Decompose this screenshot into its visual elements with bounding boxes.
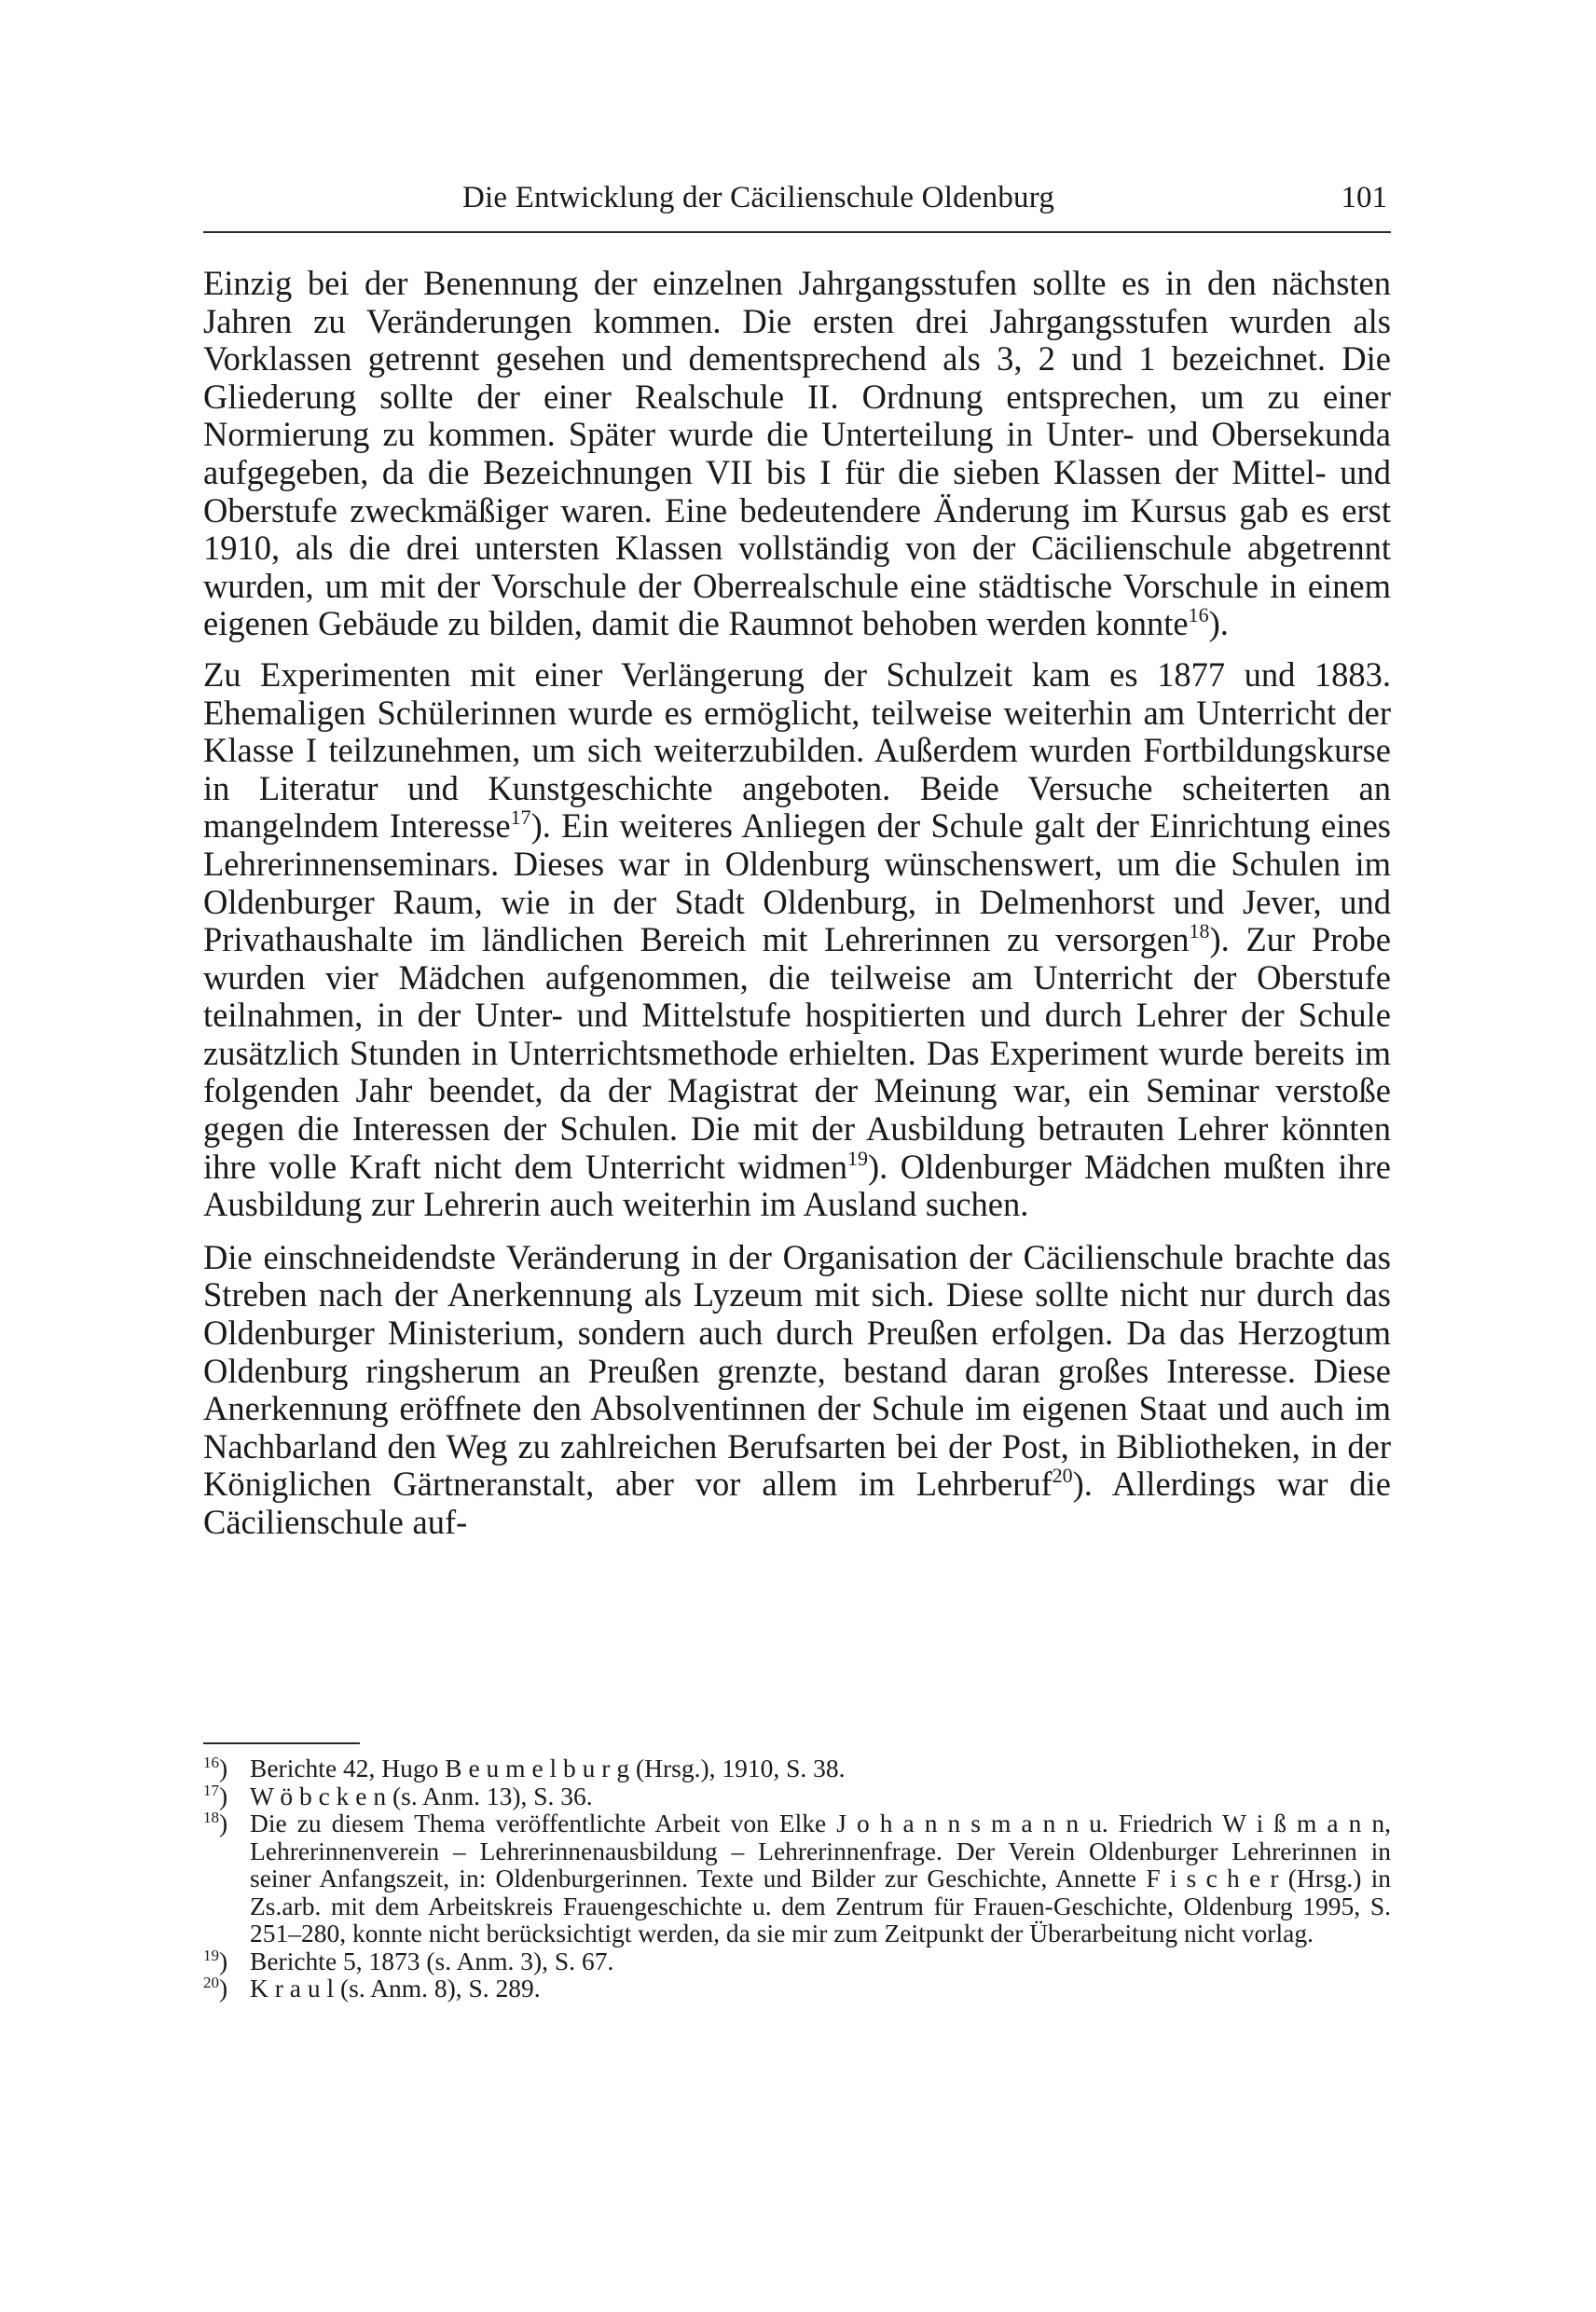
- paragraph-3-tail: ). Allerdings war die Cäcilienschule auf-: [203, 1465, 1391, 1541]
- footnote-marker: [203, 1810, 250, 1947]
- footnote-marker: [203, 1947, 250, 1975]
- paragraph-2-text-c: ). Zur Probe wurden vier Mädchen aufgenommen, die teilweise am Unterricht der Oberstufe teilnahmen, in der Unter- und Mittelstufe hospitierten und durch Lehrer der Schule zusätzlich Stunden in Unterrichtsmethode erhielten. Das Experiment wurde bereits im folgenden Jahr beendet, da der Magistrat der Meinung war, ein Seminar verstoße gegen die Interessen der Schulen. Die mit der Ausbildung betrauten Lehrer könnten ihre volle Kraft nicht dem Unterricht widmen: [203, 920, 1391, 1186]
- footnote-number: 16: [203, 1754, 219, 1771]
- footnote-marker: [203, 1755, 250, 1782]
- footnote-marker: [203, 1975, 250, 2002]
- paragraph-1: [203, 265, 1391, 643]
- footnote-paren: ): [219, 1781, 228, 1810]
- footnote-text: K r a u l (s. Anm. 8), S. 289.: [250, 1974, 541, 2002]
- footnote-paren: ): [219, 1946, 228, 1975]
- paragraph-1-text: Einzig bei der Benennung der einzelnen Jahrgangsstufen sollte es in den nächsten Jahren zu Veränderungen kommen. Die ersten drei Jahrgangsstufen wurden als Vorklassen getrennt gesehen und dementsprechend als 3, 2 und 1 bezeichnet. Die Gliederung sollte der einer Realschule II. Ordnung entsprechen, um zu einer Normierung zu kommen. Später wurde die Unterteilung in Unter- und Obersekunda aufgegeben, da die Bezeichnungen VII bis I für die sieben Klassen der Mittel- und Oberstufe zweckmäßiger waren. Eine bedeutendere Änderung im Kursus gab es erst 1910, als die drei untersten Klassen vollständig von der Cäcilienschule abgetrennt wurden, um mit der Vorschule der Oberrealschule eine städtische Vorschule in einem eigenen Gebäude zu bilden, damit die Raumnot behoben werden konnte: [203, 264, 1391, 643]
- footnote-number: 18: [203, 1809, 219, 1826]
- footnote-text: W ö b c k e n (s. Anm. 13), S. 36.: [250, 1781, 593, 1810]
- paragraph-2-text-b: ). Ein weiteres Anliegen der Schule galt der Einrichtung eines Lehrerinnenseminars. Dieses war in Oldenburg wünschenswert, um die Schulen im Oldenburger Raum, wie in der Stadt Oldenburg, in Delmenhorst und Jever, und Privathaushalte im ländlichen Bereich mit Lehrerinnen zu versorgen: [203, 806, 1392, 959]
- paragraph-3-text: Die einschneidendste Veränderung in der Organisation der Cäcilienschule brachte das Streben nach der Anerkennung als Lyzeum mit sich. Diese sollte nicht nur durch das Oldenburger Ministerium, sondern auch durch Preußen erfolgen. Da das Herzogtum Oldenburg ringsherum an Preußen grenzte, bestand daran großes Interesse. Diese Anerkennung eröffnete den Absolventinnen der Schule im eigenen Staat und auch im Nachbarland den Weg zu zahlreichen Berufsarten bei der Post, in Bibliotheken, in der Königlichen Gärtneranstalt, aber vor allem im Lehrberuf: [203, 1237, 1391, 1504]
- paragraph-1-tail: ).: [1208, 604, 1229, 643]
- footnote-ref-16: 16: [1188, 603, 1209, 627]
- running-header-title: Die Entwicklung der Cäcilienschule Oldenburg: [462, 181, 1055, 214]
- footnote-divider: [203, 1742, 360, 1744]
- footnote-text: Berichte 5, 1873 (s. Anm. 3), S. 67.: [250, 1946, 614, 1975]
- running-header: [203, 177, 1391, 233]
- footnote-17: [203, 1782, 1391, 1810]
- footnote-marker: [203, 1782, 250, 1810]
- footnote-paren: ): [219, 1809, 228, 1837]
- footnote-number: 19: [203, 1946, 219, 1964]
- footnote-paren: ): [219, 1974, 228, 2002]
- footnote-text: Berichte 42, Hugo B e u m e l b u r g (Hrsg.), 1910, S. 38.: [250, 1754, 846, 1782]
- footnote-ref-19: 19: [846, 1146, 868, 1170]
- main-text: [203, 265, 1391, 1555]
- footnotes: [203, 1755, 1391, 2002]
- footnote-paren: ): [219, 1754, 228, 1782]
- footnote-19: [203, 1947, 1391, 1975]
- paragraph-3: [203, 1239, 1391, 1542]
- page-number: 101: [1341, 181, 1387, 214]
- footnote-ref-17: 17: [510, 805, 531, 830]
- footnote-text: Die zu diesem Thema veröffentlichte Arbeit von Elke J o h a n n s m a n n u. Friedrich W i ß m a n n, Lehrerinnenverein – Lehrerinnenausbildung – Lehrerinnenfrage. Der Verein Oldenburger Lehrerinnen in seiner Anfangszeit, in: Oldenburgerinnen. Texte und Bilder zur Geschichte, Annette F i s c h e r (Hrsg.) in Zs.arb. mit dem Arbeitskreis Frauengeschichte u. dem Zentrum für Frauen-Geschichte, Oldenburg 1995, S. 251–280, konnte nicht berücksichtigt werden, da sie mir zum Zeitpunkt der Überarbeitung nicht vorlag.: [250, 1809, 1391, 1947]
- footnote-18: [203, 1810, 1391, 1947]
- footnote-16: [203, 1755, 1391, 1782]
- footnote-number: 17: [203, 1781, 219, 1799]
- paragraph-2-text-a: Zu Experimenten mit einer Verlängerung der Schulzeit kam es 1877 und 1883. Ehemaligen Schülerinnen wurde es ermöglicht, teilweise weiterhin am Unterricht der Klasse I teilzunehmen, um sich weiterzubilden. Außerdem wurden Fortbildungskurse in Literatur und Kunstgeschichte angeboten. Beide Versuche scheiterten an mangelndem Interesse: [203, 654, 1391, 846]
- footnote-ref-20: 20: [1052, 1464, 1073, 1488]
- paragraph-2-text-d: ). Oldenburger Mädchen mußten ihre Ausbildung zur Lehrerin auch weiterhin im Ausland suchen.: [203, 1147, 1391, 1224]
- footnote-number: 20: [203, 1974, 219, 1991]
- paragraph-2: [203, 656, 1391, 1224]
- footnote-20: [203, 1975, 1391, 2002]
- footnote-ref-18: 18: [1189, 919, 1210, 943]
